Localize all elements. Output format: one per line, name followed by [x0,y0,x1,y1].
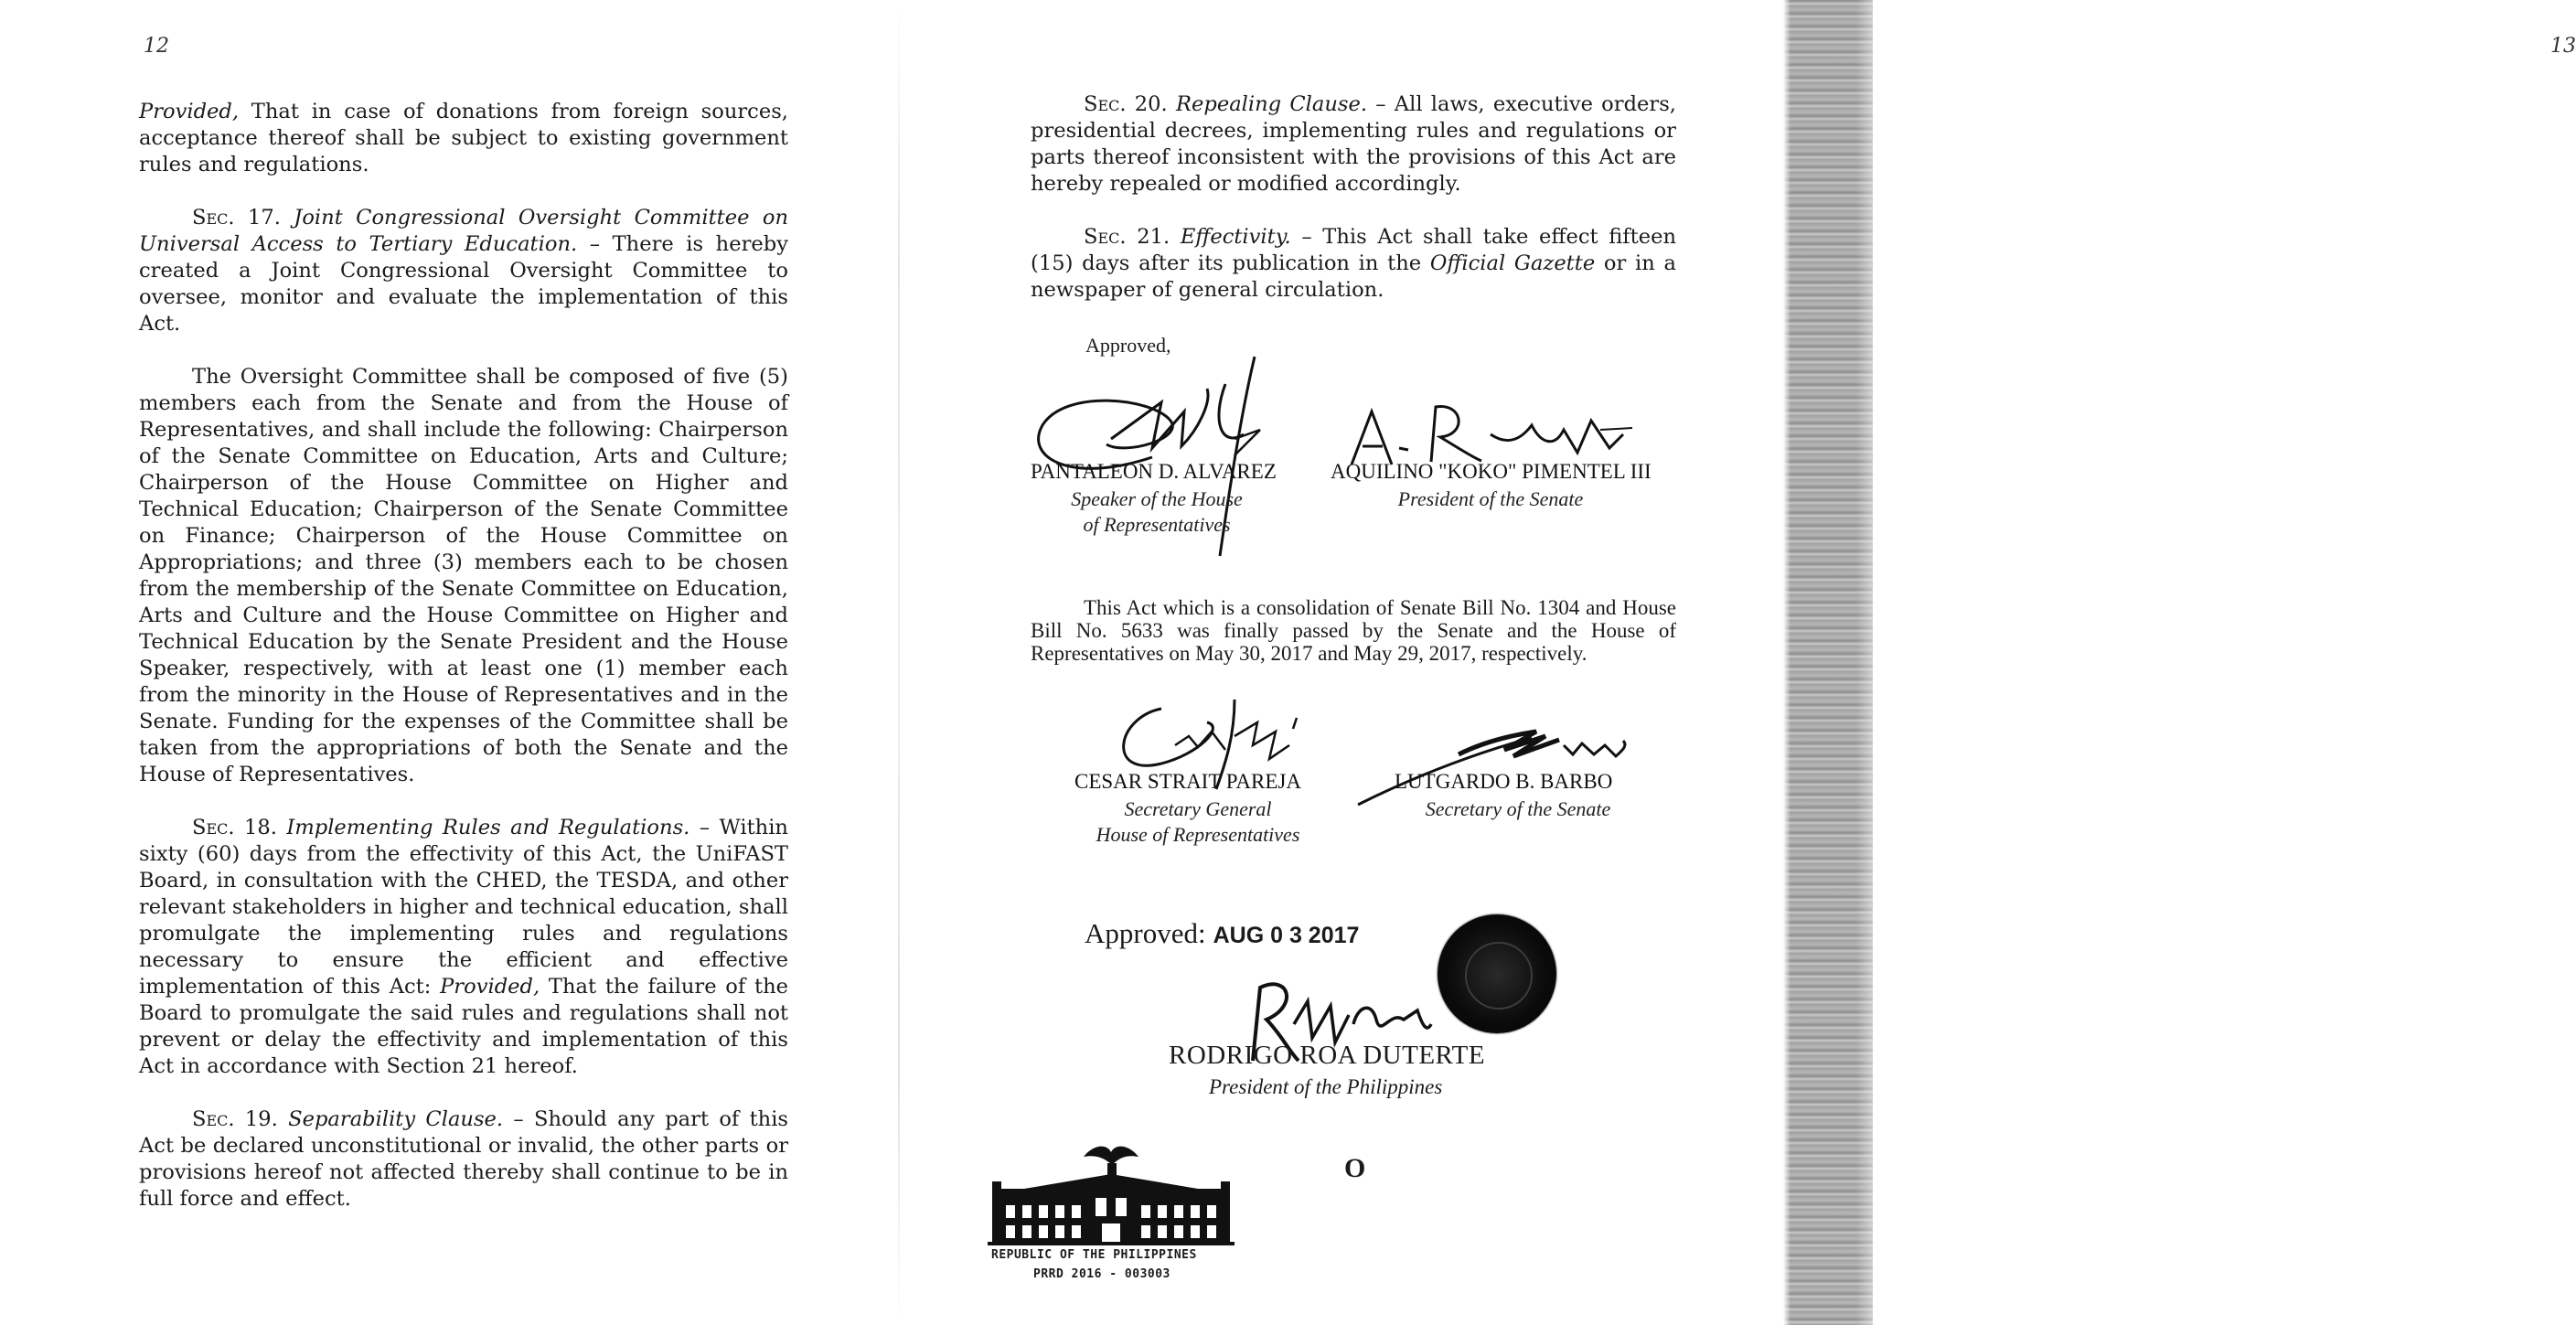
malacanang-palace-stamp-icon [988,1134,1235,1289]
left-column [139,99,788,1239]
president-name: RODRIGO ROA DUTERTE [1169,1041,1486,1070]
approved-label: Approved, [1085,334,1171,357]
left-page [0,0,900,1325]
president-title: President of the Philippines [1209,1075,1443,1098]
approval-date: AUG 0 3 2017 [1213,923,1360,948]
page-number-right: 13 [2550,35,2576,58]
approval-date-label: Approved: [1085,917,1206,949]
senate-secretary-signature-icon [1349,718,1641,809]
senate-president-name: AQUILINO "KOKO" PIMENTEL III [1331,460,1651,483]
stamp-record-number: PRRD 2016 - 003003 [1033,1267,1170,1281]
senate-secretary-title: Secretary of the Senate [1425,797,1611,820]
end-mark: O [1344,1153,1366,1183]
sec-17-paragraph: Sec. 17. Joint Congressional Oversight Committee on Universal Access to Tertiary Education. – There is hereby created a Joint Congressional Oversight Committee to oversee, monitor and evaluate the implementation of this Act. [139,206,788,336]
senate-president-title: President of the Senate [1397,487,1584,510]
sec-21-paragraph: Sec. 21. Effectivity. – This Act shall take effect fifteen (15) days after its publication in the Official Gazette or in a newspaper of general circulation. [1031,225,1677,302]
speaker-title: Speaker of the House of Representatives [1071,487,1243,536]
stamp-republic-line: REPUBLIC OF THE PHILIPPINES [991,1248,1197,1262]
senate-secretary-name: LUTGARDO B. BARBO [1395,770,1613,793]
sec-17-composition-paragraph: The Oversight Committee shall be composed of five (5) members each from the Senate and from the House of Representatives, and shall include the following: Chairperson of the Senate Committee on Education, Arts and Culture; Chairperson of the House Committee on Higher and Technical Education; Chairperson of the Senate Committee on Finance; Chairperson of the House Committee on Appropriations; and three (3) members each to be chosen from the membership of the Senate Committee on Education, Arts and Culture and the House Committee on Higher and Technical Education by the Senate President and the House Speaker, respectively, with at least one (1) member each from the minority in the House of Representatives and in the Senate. Funding for the expenses of the Committee shall be taken from the appropriations of both the Senate and the House of Representatives. [139,365,788,786]
approval-date-line [1085,917,1359,950]
speaker-name: PANTALEON D. ALVAREZ [1031,460,1277,483]
right-column [1031,91,1676,330]
presidential-seal-icon [1438,914,1556,1033]
provided-paragraph: Provided, That in case of donations from foreign sources, acceptance thereof shall be subject to existing government rules and regulations. [139,100,788,176]
page-number-left: 12 [144,35,169,58]
sec-18-paragraph: Sec. 18. Implementing Rules and Regulations. – Within sixty (60) days from the effectivity of this Act, the UniFAST Board, in consultation with the CHED, the TESDA, and other relevant stakeholders in higher and technical education, shall promulgate the implementing rules and regulations necessary to ensure the efficient and effective implementation of this Act: Provided, That the failure of the Board to promulgate the said rules and regulations shall not prevent or delay the effectivity and implementation of this Act in accordance with Section 21 hereof. [139,816,788,1078]
consolidation-note: This Act which is a consolidation of Senate Bill No. 1304 and House Bill No. 5633 was finally passed by the Senate and the House of Representatives on May 30, 2017 and May 29, 2017, respectively. [1031,596,1676,665]
house-secretary-title: Secretary General House of Representatives [1096,797,1300,846]
sec-20-paragraph: Sec. 20. Repealing Clause. – All laws, executive orders, presidential decrees, implementing rules and regulations or parts thereof inconsistent with the provisions of this Act are hereby repealed or modified accordingly. [1031,92,1676,196]
house-secretary-name: CESAR STRAIT PAREJA [1074,770,1301,793]
sec-19-paragraph: Sec. 19. Separability Clause. – Should any part of this Act be declared unconstitutional or invalid, the other parts or provisions hereof not affected thereby shall continue to be in full force and effect. [139,1107,789,1211]
scan-edge-strip [1783,0,1873,1325]
